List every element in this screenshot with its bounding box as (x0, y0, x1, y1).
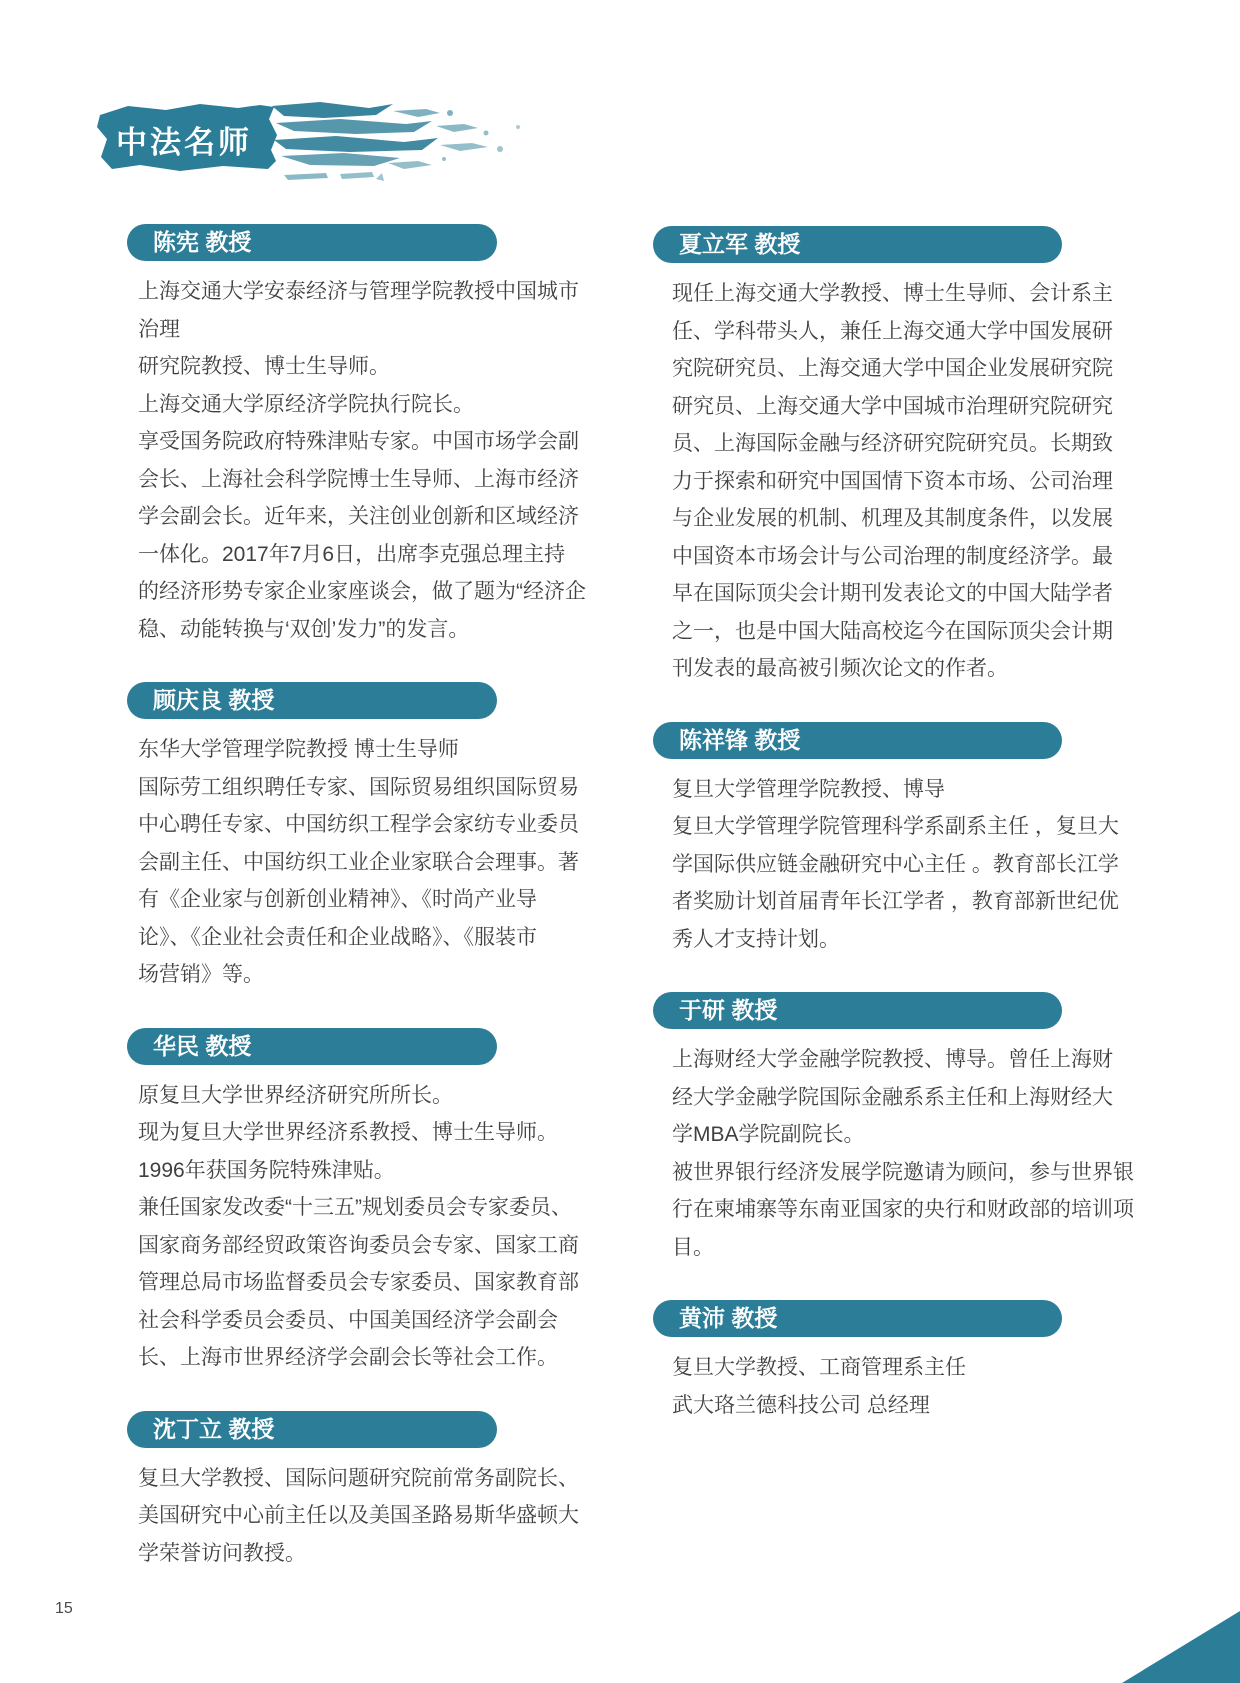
bio-line: 兼任国家发改委“十三五”规划委员会专家委员、 (138, 1196, 572, 1219)
corner-triangle-decoration (1122, 1611, 1240, 1683)
bio-line: 现任上海交通大学教授、博士生导师、会计系主 (672, 282, 1113, 305)
profile-header-pill (653, 992, 1062, 1029)
bio-line: 上海交通大学原经济学院执行院长。 (138, 392, 474, 416)
profile-bio (653, 1349, 1133, 1424)
bio-line: 究院研究员、上海交通大学中国企业发展研究院 (672, 357, 1113, 380)
bio-line: 被世界银行经济发展学院邀请为顾问，参与世界银 (672, 1160, 1134, 1184)
page-title: 中法名师 (116, 125, 252, 160)
profile-name: 陈宪 教授 (153, 229, 252, 255)
profile-name: 黄沛 教授 (679, 1305, 778, 1331)
profile-section (127, 682, 607, 994)
bio-line: 研究院教授、博士生导师。 (138, 355, 390, 378)
profile-header-pill (127, 682, 497, 719)
profile-header-pill (127, 224, 497, 261)
bio-line: 美国研究中心前主任以及美国圣路易斯华盛顿大 (138, 1504, 579, 1527)
bio-line: 武大珞兰德科技公司 总经理 (672, 1393, 930, 1417)
bio-line: 治理 (138, 317, 180, 341)
bio-line: 与企业发展的机制、机理及其制度条件，以发展 (672, 507, 1113, 530)
bio-line: 社会科学委员会委员、中国美国经济学会副会 (138, 1308, 558, 1332)
bio-line: 的经济形势专家企业家座谈会，做了题为“经济企 (138, 580, 586, 603)
profile-bio (127, 273, 607, 648)
bio-line: 1996年获国务院特殊津贴。 (138, 1158, 395, 1182)
profile-section (653, 722, 1133, 959)
profile-bio (653, 771, 1133, 959)
bio-line: 学MBA学院副院长。 (672, 1123, 865, 1146)
bio-line: 学国际供应链金融研究中心主任 。教育部长江学 (672, 852, 1119, 876)
bio-line: 者奖励计划首届青年长江学者 ，教育部新世纪优 (672, 890, 1119, 913)
profile-name: 沈丁立 教授 (153, 1415, 275, 1442)
bio-line: 原复旦大学世界经济研究所所长。 (138, 1083, 453, 1107)
bio-line: 复旦大学教授、工商管理系主任 (672, 1356, 966, 1379)
bio-line: 中国资本市场会计与公司治理的制度经济学。最 (672, 544, 1113, 568)
profile-bio (127, 1077, 607, 1377)
bio-line: 复旦大学管理学院教授、博导 (672, 777, 945, 801)
profile-bio (127, 731, 607, 994)
bio-line: 中心聘任专家、中国纺织工程学会家纺专业委员 (138, 813, 579, 836)
bio-line: 上海财经大学金融学院教授、博导。曾任上海财 (672, 1048, 1113, 1071)
profile-section (653, 1300, 1133, 1424)
bio-line: 场营销》等。 (138, 963, 264, 986)
bio-line: 学会副会长。近年来，关注创业创新和区域经济 (138, 505, 579, 528)
profile-name: 顾庆良 教授 (153, 687, 275, 713)
profile-name: 于研 教授 (679, 997, 778, 1023)
bio-line: 管理总局市场监督委员会专家委员、国家教育部 (138, 1271, 579, 1294)
profile-section (127, 1028, 607, 1377)
bio-line: 上海交通大学安泰经济与管理学院教授中国城市 (138, 280, 579, 303)
profile-bio (653, 275, 1133, 688)
profile-bio (127, 1460, 607, 1573)
left-column (127, 224, 607, 1606)
bio-line: 学荣誉访问教授。 (138, 1541, 306, 1565)
profile-section (653, 992, 1133, 1266)
bio-line: 东华大学管理学院教授 博士生导师 (138, 738, 459, 761)
bio-line: 现为复旦大学世界经济系教授、博士生导师。 (138, 1121, 558, 1144)
bio-line: 一体化。2017年7月6日，出席李克强总理主持 (138, 542, 566, 566)
bio-line: 之一，也是中国大陆高校迄今在国际顶尖会计期 (672, 619, 1113, 643)
profile-header-pill (653, 722, 1062, 759)
bio-line: 目。 (672, 1235, 714, 1259)
profile-name: 陈祥锋 教授 (679, 726, 801, 753)
bio-line: 刊发表的最高被引频次论文的作者。 (672, 657, 1008, 680)
profile-header-pill (127, 1028, 497, 1065)
bio-line: 早在国际顶尖会计期刊发表论文的中国大陆学者 (672, 582, 1113, 605)
profile-section (653, 226, 1133, 688)
bio-line: 秀人才支持计划。 (672, 927, 840, 951)
bio-line: 会长、上海社会科学院博士生导师、上海市经济 (138, 467, 579, 491)
profile-header-pill (653, 226, 1062, 263)
bio-line: 论》、《企业社会责任和企业战略》、《服装市 (138, 925, 537, 949)
page-title-banner (88, 93, 558, 197)
profile-bio (653, 1041, 1133, 1266)
profile-header-pill (127, 1411, 497, 1448)
profile-name: 夏立军 教授 (679, 231, 801, 257)
bio-line: 国际劳工组织聘任专家、国际贸易组织国际贸易 (138, 775, 579, 799)
bio-line: 力于探索和研究中国国情下资本市场、公司治理 (672, 469, 1113, 493)
bio-line: 复旦大学教授、国际问题研究院前常务副院长、 (138, 1466, 579, 1490)
bio-line: 任、学科带头人，兼任上海交通大学中国发展研 (672, 319, 1113, 343)
right-column (653, 226, 1133, 1458)
bio-line: 国家商务部经贸政策咨询委员会专家、国家工商 (138, 1233, 579, 1257)
bio-line: 经大学金融学院国际金融系系主任和上海财经大 (672, 1085, 1113, 1109)
profile-section (127, 224, 607, 648)
profile-header-pill (653, 1300, 1062, 1337)
page-number: 15 (55, 1600, 73, 1617)
bio-line: 享受国务院政府特殊津贴专家。中国市场学会副 (138, 430, 579, 453)
bio-line: 行在柬埔寨等东南亚国家的央行和财政部的培训项 (672, 1198, 1134, 1221)
bio-line: 会副主任、中国纺织工业企业家联合会理事。著 (138, 850, 579, 874)
bio-line: 研究员、上海交通大学中国城市治理研究院研究 (672, 394, 1113, 418)
bio-line: 稳、动能转换与‘双创’发力”的发言。 (138, 617, 470, 641)
profile-name: 华民 教授 (153, 1032, 252, 1059)
bio-line: 有《企业家与创新创业精神》、《时尚产业导 (138, 888, 537, 911)
profile-section (127, 1411, 607, 1573)
bio-line: 复旦大学管理学院管理科学系副系主任 ，复旦大 (672, 815, 1119, 838)
bio-line: 员、上海国际金融与经济研究院研究员。长期致 (672, 432, 1113, 455)
bio-line: 长、上海市世界经济学会副会长等社会工作。 (138, 1346, 558, 1369)
